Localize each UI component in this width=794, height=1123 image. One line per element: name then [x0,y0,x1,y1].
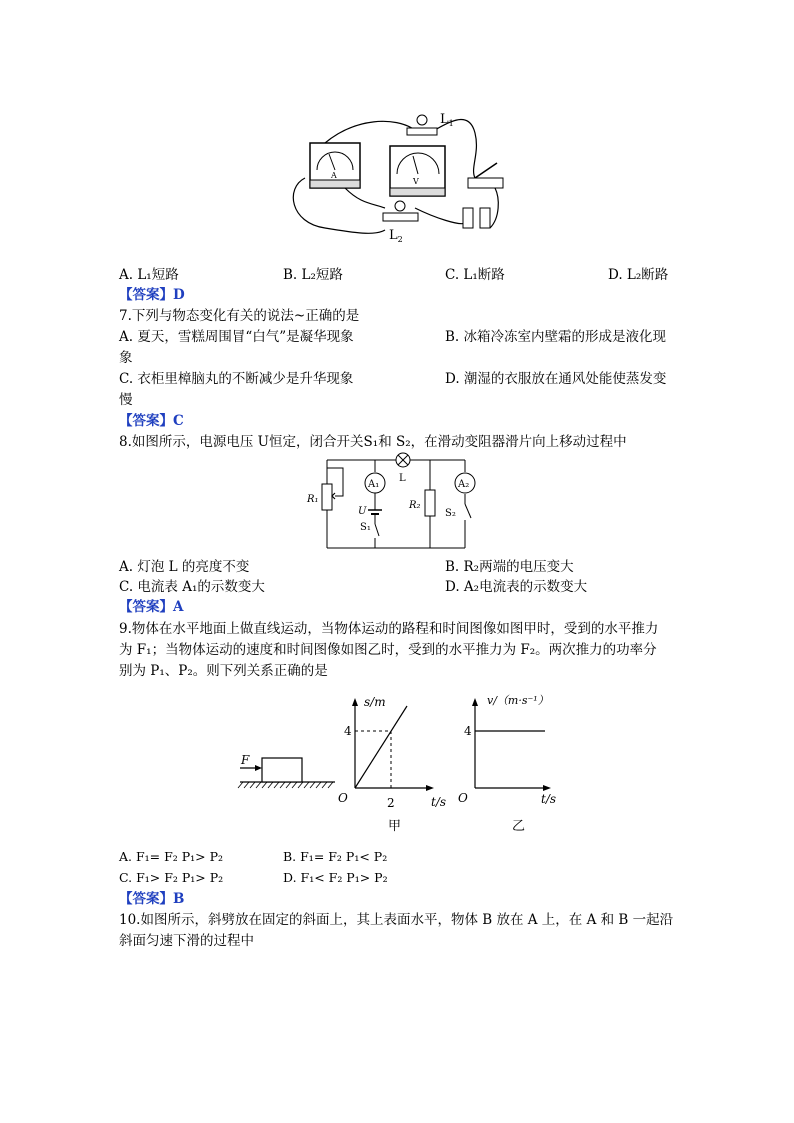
q9-answer: 【答案】B [119,891,185,907]
lamp-l1-bulb [417,115,427,125]
q6-answer: 【答案】D [119,287,185,303]
q6-option-a: A. L₁短路 [119,267,179,283]
q7-option-b: B. 冰箱冷冻室内壁霜的形成是液化现 [445,329,667,345]
q9-option-a: A. F₁= F₂ P₁> P₂ [119,849,224,864]
block-diagram [238,753,335,788]
q6-option-d: D. L₂断路 [608,267,669,283]
q9-option-d: D. F₁< F₂ P₁> P₂ [283,870,388,885]
label-r2: R₂ [409,500,421,511]
jia-xlabel: t/s [431,795,447,809]
label-a1: A₁ [368,479,380,490]
graph-yi [458,694,556,834]
jia-ytick: 4 [344,724,352,738]
svg-text:A: A [331,171,337,180]
yi-caption: 乙 [512,819,526,834]
graph-jia [338,695,446,834]
q10-stem-line1: 10.如图所示，斜劈放在固定的斜面上，其上表面水平，物体 B 放在 A 上，在 A 和 B 一起沿 [119,912,674,928]
yi-ylabel: v/（m·s⁻¹） [487,694,549,707]
q8-option-d: D. A₂电流表的示数变大 [445,579,588,595]
yi-origin: O [458,791,468,805]
force-label: F [241,753,250,767]
q7-option-d: D. 潮湿的衣服放在通风处能使蒸发变 [445,371,667,387]
yi-xlabel: t/s [541,792,557,806]
jia-ylabel: s/m [364,695,386,709]
label-l2: $L_2$ [389,228,403,244]
q9-stem-line2: 为 F₁；当物体运动的速度和时间图像如图乙时，受到的水平推力为 F₂。两次推力的功率分 [119,642,657,658]
q7-option-c: C. 衣柜里樟脑丸的不断减少是升华现象 [119,371,354,387]
q9-option-c: C. F₁> F₂ P₁> P₂ [119,870,224,885]
q8-option-a: A. 灯泡 L 的亮度不变 [119,559,250,575]
q6-option-b: B. L₂短路 [283,267,343,283]
q9-stem-line3: 别为 P₁、P₂。则下列关系正确的是 [119,663,328,679]
q7-answer: 【答案】C [119,413,184,429]
battery-1 [463,208,473,228]
q10-stem-line2: 斜面匀速下滑的过程中 [119,933,254,949]
jia-origin: O [338,791,348,805]
label-a2: A₂ [458,479,470,490]
q7-stem: 7.下列与物态变化有关的说法~正确的是 [119,308,360,324]
label-s1: S₁ [360,522,371,533]
q8-option-c: C. 电流表 A₁的示数变大 [119,579,265,595]
q7-option-a: A. 夏天，雪糕周围冒“白气”是凝华现象 [119,329,354,345]
q6-circuit-figure [285,108,515,250]
q7-option-d-cont: 慢 [119,392,133,408]
label-r1: R₁ [307,494,319,505]
label-u: U [358,506,367,517]
switch [468,178,503,188]
battery-2 [480,208,490,228]
q9-figure [235,688,565,840]
label-s2: S₂ [445,508,456,519]
yi-ytick: 4 [464,724,472,738]
label-l1: $L_1$ [440,112,454,128]
lamp-l2-base [383,213,418,221]
q9-stem-line1: 9.物体在水平地面上做直线运动，当物体运动的路程和时间图像如图甲时，受到的水平推力 [119,621,659,637]
q8-circuit-diagram [305,450,485,552]
q7-option-b-cont: 象 [119,350,133,366]
lamp-l2-bulb [395,201,405,211]
q9-option-b: B. F₁= F₂ P₁< P₂ [283,849,388,864]
q8-option-b: B. R₂两端的电压变大 [445,559,574,575]
q6-option-c: C. L₁断路 [445,267,505,283]
jia-xtick: 2 [387,796,395,810]
jia-caption: 甲 [388,819,402,834]
q8-answer: 【答案】A [119,599,184,615]
lamp-l1-base [407,128,437,135]
label-l: L [399,473,406,484]
s-t-line [355,706,407,788]
svg-text:V: V [413,177,419,186]
q8-stem: 8.如图所示，电源电压 U恒定，闭合开关S₁和 S₂，在滑动变阻器滑片向上移动过程中 [119,434,627,450]
